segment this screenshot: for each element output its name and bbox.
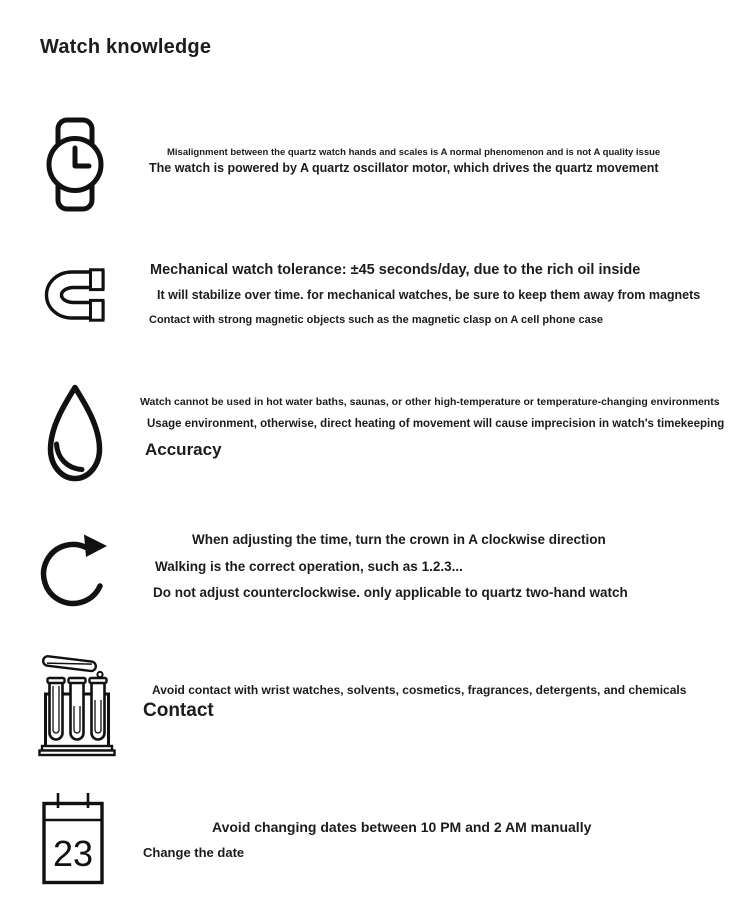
counterclockwise-text: Do not adjust counterclockwise. only applicable to quartz two-hand watch [153, 585, 628, 600]
quartz-motor-text: The watch is powered by A quartz oscillator motor, which drives the quartz movement [149, 161, 659, 175]
calendar-day-number: 23 [52, 833, 94, 874]
usage-environment-text: Usage environment, otherwise, direct heating of movement will cause imprecision in watch's timekeeping [147, 418, 725, 430]
contact-heading: Contact [143, 700, 214, 721]
calendar-icon [40, 791, 106, 886]
hot-water-text: Watch cannot be used in hot water baths, saunas, or other high-temperature or temperature-changing environments [140, 396, 720, 408]
wrist-watch-icon [46, 117, 104, 212]
magnetic-objects-text: Contact with strong magnetic objects such as the magnetic clasp on A cell phone case [149, 314, 603, 326]
test-tubes-icon [38, 648, 116, 758]
tolerance-text: Mechanical watch tolerance: ±45 seconds/day, due to the rich oil inside [150, 262, 641, 278]
quartz-misalignment-text: Misalignment between the quartz watch hands and scales is A normal phenomenon and is not A quality issue [167, 147, 661, 158]
clockwise-arrow-icon [40, 528, 108, 612]
avoid-contact-text: Avoid contact with wrist watches, solvents, cosmetics, fragrances, detergents, and chemicals [152, 683, 687, 697]
page-title: Watch knowledge [40, 36, 212, 58]
water-drop-icon [42, 383, 108, 486]
walking-operation-text: Walking is the correct operation, such as 1.2.3... [155, 559, 463, 574]
avoid-date-change-text: Avoid changing dates between 10 PM and 2 AM manually [212, 819, 592, 835]
accuracy-heading: Accuracy [145, 440, 222, 459]
stabilize-text: It will stabilize over time. for mechanical watches, be sure to keep them away from magnets [157, 288, 701, 302]
change-date-text: Change the date [143, 845, 245, 860]
magnet-icon [42, 267, 108, 323]
turn-crown-text: When adjusting the time, turn the crown in A clockwise direction [192, 532, 606, 547]
